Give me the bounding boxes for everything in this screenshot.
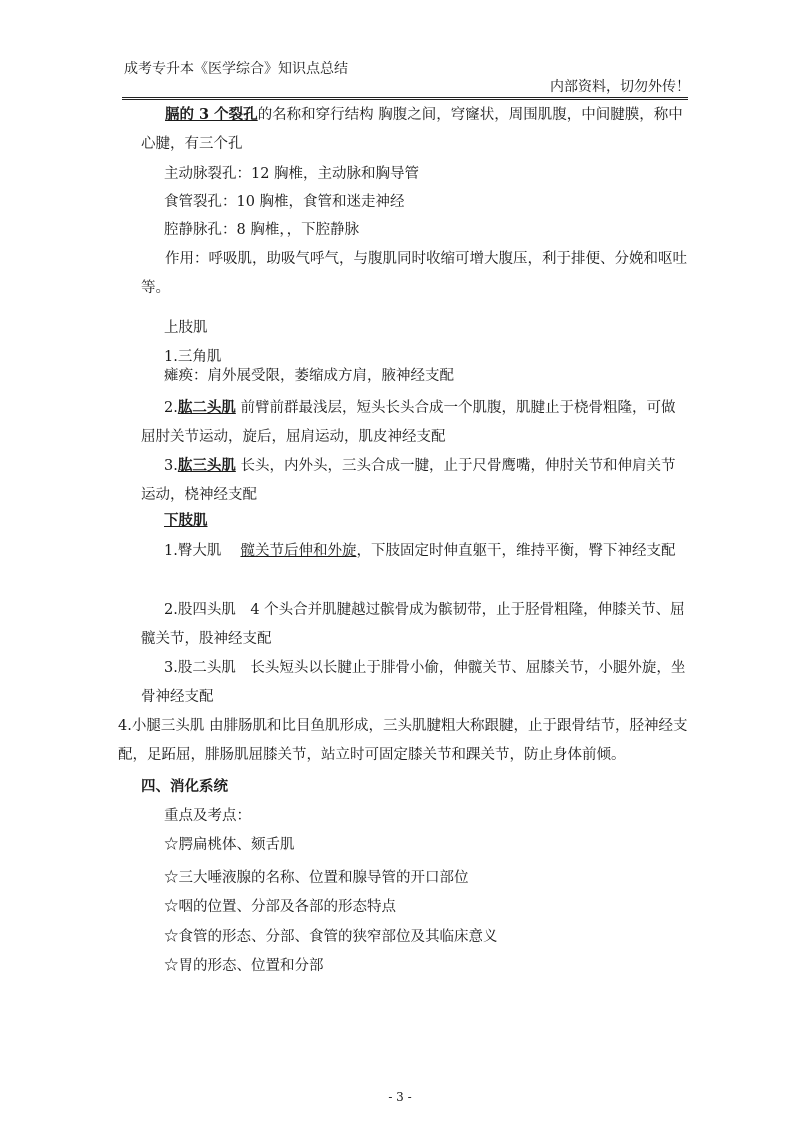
key-points-label: 重点及考点：: [164, 808, 251, 824]
triceps-paragraph: [141, 451, 687, 510]
key-point-item: ☆腭扁桃体、颏舌肌: [164, 837, 295, 853]
lower-limb-heading: 下肢肌: [164, 512, 208, 529]
key-point-item: ☆咽的位置、分部及各部的形态特点: [164, 899, 396, 915]
digestive-heading: 四、消化系统: [141, 778, 228, 795]
biceps-femoris-paragraph: 3.股二头肌 长头短头以长腱止于腓骨小偷，伸髋关节、屈膝关节，小腿外旋，坐骨神经支配: [141, 660, 686, 705]
gluteus-text: ，下肢固定时伸直躯干，维持平衡，臀下神经支配: [356, 543, 676, 559]
gluteus-lead: 1.臀大肌: [164, 543, 241, 559]
deltoid-title: 1.三角肌: [164, 349, 222, 365]
gluteus-paragraph: [141, 537, 687, 566]
diaphragm-intro: [141, 100, 687, 159]
diaphragm-intro-text: 的名称和穿行结构 胸腹之间，穹窿状，周围肌腹，中间腱膜，称中心腱，有三个孔: [141, 107, 683, 152]
gluteus-underlined: 髋关节后伸和外旋: [240, 543, 357, 559]
biceps-text: 前臂前群最浅层，短头长头合成一个肌腹，肌腱止于桡骨粗隆，可做屈肘关节运动，旋后，屈肩运动，肌皮神经支配: [141, 400, 676, 445]
vena-cava-foramen: 腔静脉孔：8 胸椎，，下腔静脉: [164, 222, 360, 238]
triceps-number: 3.: [164, 458, 178, 474]
header-title: 成考专升本《医学综合》知识点总结: [124, 61, 348, 77]
biceps-paragraph: [141, 393, 687, 452]
triceps-surae-paragraph: 4.小腿三头肌 由腓肠肌和比目鱼肌形成，三头肌腱粗大称跟腱，止于跟骨结节，胫神经支配，足跖屈，腓肠肌屈膝关节，站立时可固定膝关节和踝关节，防止身体前倾。: [118, 718, 688, 763]
diaphragm-function: 作用：呼吸肌，助吸气呼气，与腹肌同时收缩可增大腹压，利于排便、分娩和呕吐等。: [141, 251, 687, 296]
biceps-name: 肱二头肌: [177, 399, 236, 416]
quadriceps-paragraph: 2.股四头肌 4 个头合并肌腱越过髌骨成为髌韧带，止于胫骨粗隆，伸膝关节、屈髋关节，股神经支配: [141, 602, 685, 647]
key-point-item: ☆食管的形态、分部、食管的狭窄部位及其临床意义: [164, 929, 498, 945]
esophageal-hiatus: 食管裂孔：10 胸椎，食管和迷走神经: [164, 194, 405, 210]
triceps-name: 肱三头肌: [177, 457, 236, 474]
triceps-text: 长头，内外头，三头合成一腱，止于尺骨鹰嘴，伸肘关节和伸肩关节运动，桡神经支配: [141, 458, 676, 503]
key-point-item: ☆胃的形态、位置和分部: [164, 958, 324, 974]
header-notice: 内部资料，切勿外传！: [550, 79, 690, 95]
deltoid-text: 瘫痪：肩外展受限，萎缩成方肩，腋神经支配: [164, 368, 454, 384]
header-rule: [122, 97, 688, 98]
aortic-hiatus: 主动脉裂孔：12 胸椎，主动脉和胸导管: [164, 166, 420, 182]
page-number: - 3 -: [388, 1090, 412, 1104]
diaphragm-heading: 膈的 3 个裂孔: [165, 106, 258, 123]
biceps-number: 2.: [164, 400, 178, 416]
key-point-item: ☆三大唾液腺的名称、位置和腺导管的开口部位: [164, 870, 469, 886]
upper-limb-heading: 上肢肌: [164, 320, 208, 336]
